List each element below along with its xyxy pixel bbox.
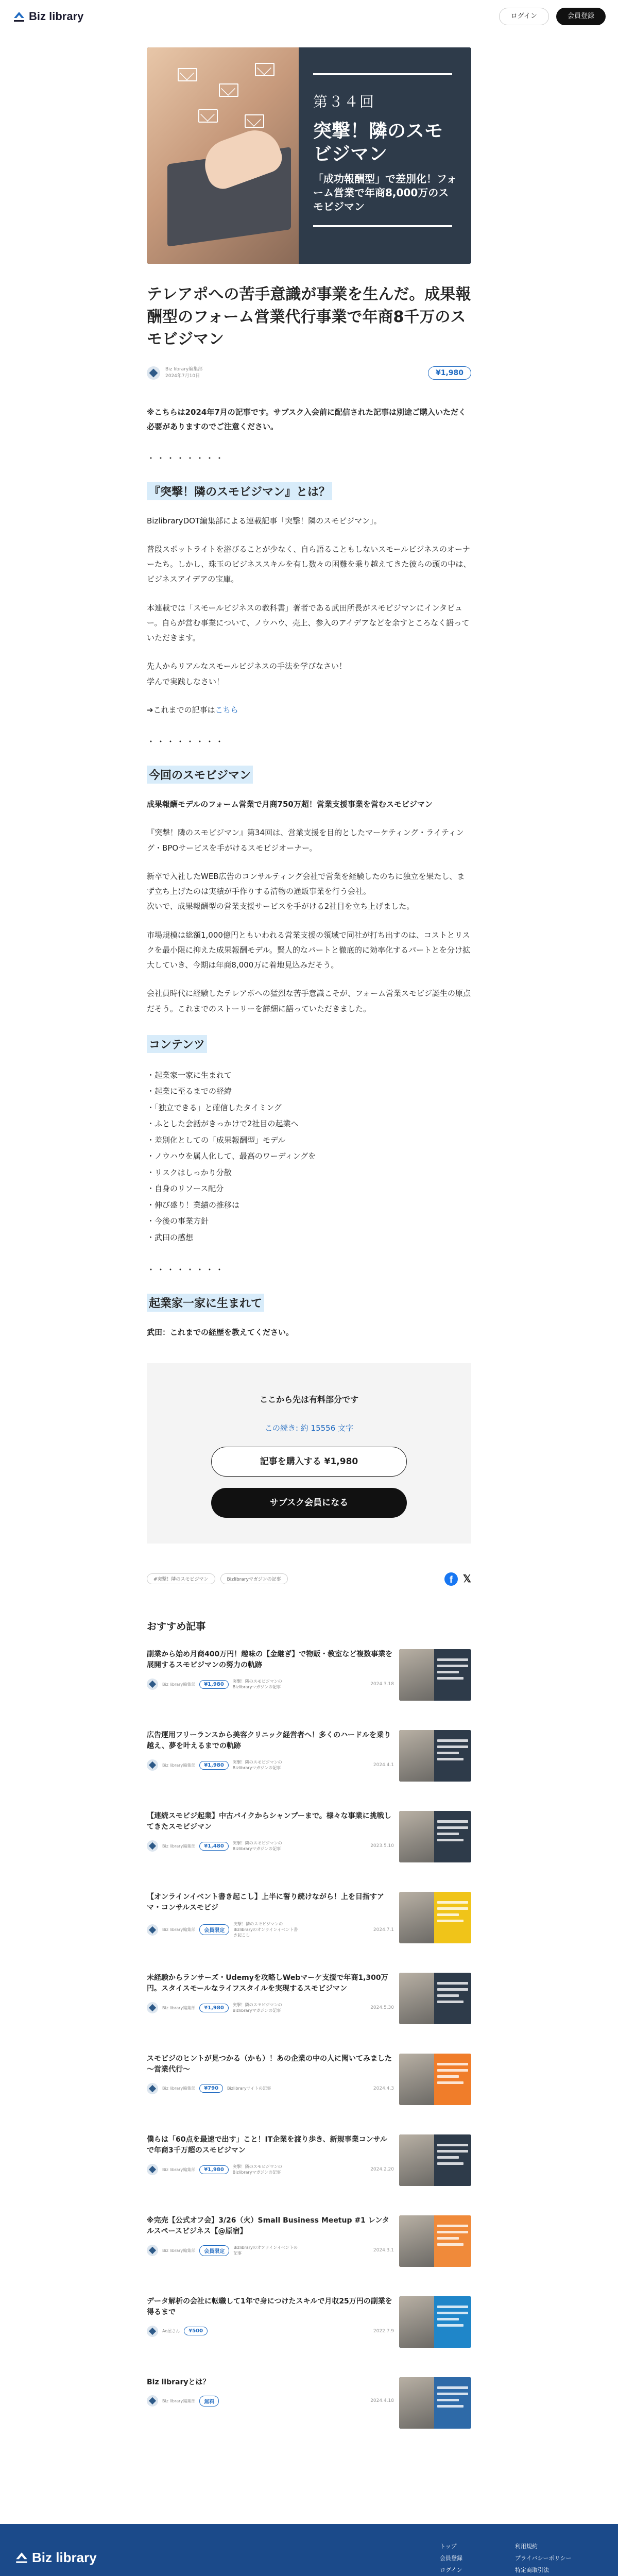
price-badge: ¥1,980 xyxy=(428,366,471,380)
footer-link[interactable]: 特定商取引法 xyxy=(515,2566,549,2573)
paywall-title: ここから先は有料部分です xyxy=(259,1394,358,1404)
recommended-price: ¥1,980 xyxy=(199,1761,229,1770)
footer-links-2 xyxy=(515,2540,571,2576)
recommended-title[interactable]: 副業から始め月商400万円！趣味の【金継ぎ】で物販・教室など複数事業を展開するスモビジマンの努力の軌跡 xyxy=(147,1650,393,1670)
recommended-title[interactable]: ※完売【公式オフ会】3/26（火）Small Business Meetup #1 レンタルスペースビジネス【@原宿】 xyxy=(147,2216,389,2236)
recommended-article[interactable] xyxy=(147,1800,471,1880)
footer-link[interactable]: 会員登録 xyxy=(440,2554,462,2562)
recommended-thumbnail[interactable] xyxy=(399,1973,471,2024)
recommended-author: Biz library編集部 xyxy=(162,2005,196,2010)
list-item: ・武田の感想 xyxy=(147,1232,194,1242)
recommended-magazine: 突撃！隣のスモビジマンのBizlibraryマガジンの記事 xyxy=(232,2164,282,2175)
list-item: ・今後の事業方針 xyxy=(147,1216,209,1226)
recommended-article[interactable] xyxy=(147,2204,471,2285)
list-item: ・ふとした会話がきっかけで2社目の起業へ xyxy=(147,1119,299,1129)
avatar xyxy=(147,2245,158,2256)
recommended-price: ¥1,980 xyxy=(199,2165,229,2174)
avatar[interactable] xyxy=(147,366,160,380)
recommended-author: Biz library編集部 xyxy=(162,1762,196,1768)
hero-title: 突撃！隣のスモビジマン xyxy=(313,121,443,165)
logo-text: Biz library xyxy=(29,10,84,23)
article-main xyxy=(147,47,471,2447)
recommended-date: 2024.4.3 xyxy=(373,2086,394,2091)
recommended-date: 2024.4.18 xyxy=(370,2398,394,2404)
paywall-box xyxy=(147,1363,471,1544)
subscribe-button[interactable]: サブスク会員になる xyxy=(211,1488,407,1518)
avatar xyxy=(147,2164,158,2175)
recommended-date: 2024.3.18 xyxy=(370,1682,394,1687)
recommended-price: ¥1,480 xyxy=(199,1842,229,1851)
recommended-title[interactable]: 【オンラインイベント書き起こし】上半に誓り続けながら！上を目指すアマ・コンサルスモビジ xyxy=(147,1892,384,1912)
recommended-article[interactable] xyxy=(147,1719,471,1800)
list-item: ・リスクはしっかり分散 xyxy=(147,1167,232,1177)
site-footer xyxy=(0,2524,618,2576)
recommended-price: ¥500 xyxy=(184,2327,208,2335)
recommended-article[interactable] xyxy=(147,1961,471,2042)
lead-text: 成果報酬モデルのフォーム営業で月商750万超！営業支援事業を営むスモビジマン xyxy=(147,800,433,809)
recommended-thumbnail[interactable] xyxy=(399,2054,471,2105)
facebook-share-icon[interactable]: f xyxy=(444,1572,458,1586)
tag[interactable]: #突撃！隣のスモビジマン xyxy=(147,1573,215,1584)
recommended-thumbnail[interactable] xyxy=(399,2377,471,2429)
recommended-price: ¥1,980 xyxy=(199,1680,229,1689)
recommended-article[interactable] xyxy=(147,2042,471,2123)
section-heading-contents: コンテンツ xyxy=(147,1035,207,1053)
hero-image xyxy=(147,47,471,264)
article-title: テレアポへの苦手意識が事業を生んだ。成果報酬型のフォーム営業代行事業で年商8千万のスモビジマン xyxy=(147,285,471,348)
recommended-magazine: 突撃！隣のスモビジマンのBizlibraryのオンラインイベント書き起こし xyxy=(233,1921,298,1938)
past-articles-link[interactable]: こちら xyxy=(215,705,238,715)
x-share-icon[interactable]: 𝕏 xyxy=(462,1573,471,1585)
recommended-author: Biz library編集部 xyxy=(162,2086,196,2091)
paragraph: BizlibraryDOT編集部による連載記事「突撃！隣のスモビジマン」。 xyxy=(147,516,382,526)
recommended-article[interactable] xyxy=(147,2285,471,2366)
list-item: ・自身のリソース配分 xyxy=(147,1184,224,1194)
recommended-list xyxy=(147,1638,471,2447)
logo-icon xyxy=(12,10,26,23)
recommended-title[interactable]: 広告運用フリーランスから美容クリニック経営者へ！多くのハードルを乗り越え、夢を叶えるまでの軌跡 xyxy=(147,1731,391,1751)
recommended-magazine: Bizlibraryのオフラインイベントの記事 xyxy=(233,2245,298,2256)
hero-subtitle: 「成功報酬型」で差別化！フォーム営業で年商8,000万のスモビジマン xyxy=(313,173,457,213)
paragraph: 先人からリアルなスモールビジネスの手法を学びなさい！ 学んで実践しなさい！ xyxy=(147,662,347,686)
paragraph: 『突撃！隣のスモビジマン』第34回は、営業支援を目的としたマーケティング・ライティング・BPOサービスを手がけるスモビジオーナー。 xyxy=(147,828,464,853)
recommended-magazine: 突撃！隣のスモビジマンのBizlibraryマガジンの記事 xyxy=(232,1679,282,1690)
recommended-date: 2023.5.10 xyxy=(370,1843,394,1849)
recommended-article[interactable] xyxy=(147,1638,471,1719)
recommended-author: Ao屋さん xyxy=(162,2329,180,2334)
section-heading-intro: 『突撃！隣のスモビジマン』とは？ xyxy=(147,482,332,500)
recommended-date: 2024.7.1 xyxy=(373,1927,394,1933)
paragraph: 会社員時代に経験したテレアポへの猛烈な苦手意識こそが、フォーム営業スモビジ誕生の原点だそう。これまでのストーリーを詳細に語っていただきました。 xyxy=(147,989,471,1013)
divider: ・・・・・・・・ xyxy=(147,737,226,747)
avatar xyxy=(147,1759,158,1771)
author-info[interactable] xyxy=(147,366,202,380)
recommended-author: Biz library編集部 xyxy=(162,1843,196,1849)
recommended-author: Biz library編集部 xyxy=(162,1927,196,1933)
buy-article-button[interactable]: 記事を購入する ¥1,980 xyxy=(211,1447,407,1477)
recommended-title[interactable]: データ解析の会社に転職して1年で身につけたスキルで月収25万円の副業を得るまで xyxy=(147,2297,392,2317)
avatar xyxy=(147,2083,158,2094)
recommended-thumbnail[interactable] xyxy=(399,1649,471,1701)
past-articles-line: ➔これまでの記事はこちら xyxy=(147,705,238,715)
recommended-thumbnail[interactable] xyxy=(399,1730,471,1782)
logo-icon xyxy=(14,2550,29,2565)
recommended-author: Biz library編集部 xyxy=(162,2167,196,2172)
recommended-article[interactable] xyxy=(147,1880,471,1961)
recommended-title[interactable]: Biz libraryとは？ xyxy=(147,2378,210,2386)
recommended-thumbnail[interactable] xyxy=(399,2134,471,2186)
recommended-thumbnail[interactable] xyxy=(399,2296,471,2348)
recommended-author: Biz library編集部 xyxy=(162,2248,196,2253)
recommended-thumbnail[interactable] xyxy=(399,2215,471,2267)
recommended-price: 会員限定 xyxy=(199,1924,229,1935)
recommended-date: 2024.5.30 xyxy=(370,2005,394,2011)
recommended-price: ¥790 xyxy=(199,2084,223,2093)
paragraph: 本連載では「スモールビジネスの教科書」著者である武田所長がスモビジマンにインタビュー。自らが営む事業について、ノウハウ、売上、参入のアイデアなどを余すところなく語っていただきます。 xyxy=(147,603,470,642)
avatar xyxy=(147,2395,158,2406)
divider: ・・・・・・・・ xyxy=(147,453,226,463)
recommended-title[interactable]: 僕らは「60点を最速で出す」こと！IT企業を渡り歩き、新規事業コンサルで年商3千万超のスモビジマン xyxy=(147,2135,387,2155)
recommended-date: 2022.7.9 xyxy=(373,2328,394,2334)
footer-link[interactable]: ログイン xyxy=(440,2566,462,2573)
recommended-price: 無料 xyxy=(199,2396,219,2406)
recommended-date: 2024.4.1 xyxy=(373,1762,394,1768)
avatar xyxy=(147,1924,158,1936)
login-button[interactable]: ログイン xyxy=(499,8,549,25)
author-name[interactable]: Biz library編集部 xyxy=(165,366,203,372)
hero-text-panel xyxy=(299,47,471,264)
list-item: ・「独立できる」と確信したタイミング xyxy=(147,1103,282,1112)
site-logo[interactable] xyxy=(12,10,83,23)
article-meta xyxy=(147,366,471,380)
recommended-magazine: Bizlibraryサイトの記事 xyxy=(227,2086,271,2091)
footer-link[interactable]: トップ xyxy=(440,2543,457,2550)
lead-text: 武田：これまでの経歴を教えてください。 xyxy=(147,1328,294,1337)
footer-logo[interactable]: Biz library xyxy=(14,2550,97,2566)
footer-links-1 xyxy=(440,2540,502,2576)
recommended-article[interactable] xyxy=(147,2366,471,2447)
avatar xyxy=(147,1840,158,1852)
paragraph: 普段スポットライトを浴びることが少なく、自ら語ることもしないスモールビジネスのオーナーたち。しかし、珠玉のビジネススキルを有し数々の困難を乗り越えてきた彼らの頭の中は、ビジネスアイデアの宝庫。 xyxy=(147,544,471,584)
recommended-date: 2024.3.1 xyxy=(373,2248,394,2253)
remaining-count: この続き: 約 15556 文字 xyxy=(264,1423,354,1433)
avatar xyxy=(147,1679,158,1690)
hero-issue: 第３４回 xyxy=(313,93,375,110)
contents-list xyxy=(147,1067,471,1246)
recommended-price: ¥1,980 xyxy=(199,2004,229,2012)
recommended-article[interactable] xyxy=(147,2123,471,2204)
list-item: ・起業に至るまでの経緯 xyxy=(147,1087,232,1096)
recommended-thumbnail[interactable] xyxy=(399,1892,471,1943)
list-item: ・伸び盛り！業績の推移は xyxy=(147,1200,240,1210)
list-item: ・差別化としての「成果報酬型」モデル xyxy=(147,1135,286,1145)
tag[interactable]: Bizlibraryマガジンの記事 xyxy=(220,1573,288,1584)
avatar xyxy=(147,2326,158,2337)
list-item: ・ノウハウを属人化して、最高のワーディングを xyxy=(147,1151,316,1161)
hero-photo xyxy=(147,47,299,264)
tags-and-share xyxy=(147,1572,471,1586)
recommended-author: Biz library編集部 xyxy=(162,2398,196,2403)
recommended-magazine: 突撃！隣のスモビジマンのBizlibraryマガジンの記事 xyxy=(232,2002,282,2013)
footer-link[interactable]: 利用規約 xyxy=(515,2543,538,2550)
recommended-author: Biz library編集部 xyxy=(162,1682,196,1687)
list-item: ・起業家一家に生まれて xyxy=(147,1070,232,1080)
recommended-magazine: 突撃！隣のスモビジマンのBizlibraryマガジンの記事 xyxy=(232,1840,282,1852)
recommended-title[interactable]: 【連続スモビジ起業】中古バイクからシャンプーまで。様々な事業に挑戦してきたスモビジマン xyxy=(147,1811,391,1832)
avatar xyxy=(147,2002,158,2013)
recommended-date: 2024.2.20 xyxy=(370,2167,394,2173)
recommended-heading: おすすめ記事 xyxy=(147,1620,206,1632)
signup-button[interactable]: 会員登録 xyxy=(556,8,606,25)
recommended-price: 会員限定 xyxy=(199,2245,229,2256)
publish-date: 2024年7月10日 xyxy=(165,374,200,379)
recommended-magazine: 突撃！隣のスモビジマンのBizlibraryマガジンの記事 xyxy=(232,1759,282,1771)
recommended-thumbnail[interactable] xyxy=(399,1811,471,1862)
section-heading-smobiman: 今回のスモビジマン xyxy=(147,766,253,784)
footer-link[interactable]: プライバシーポリシー xyxy=(515,2554,572,2562)
paragraph: 新卒で入社したWEB広告のコンサルティング会社で営業を経験したのちに独立を果たし、まず立ち上げたのは実績が手作りする清物の通販事業を行う会社。 次いで、成果報酬型の営業支援サービスを手がける2社目を立ち上げました。 xyxy=(147,871,465,911)
notice-text: ※こちらは2024年7月の記事です。サブスク入会前に配信された記事は別途ご購入いただく必要がありますのでご注意ください。 xyxy=(147,407,466,431)
recommended-title[interactable]: スモビジのヒントが見つかる（かも）！あの企業の中の人に聞いてみました～営業代行～ xyxy=(147,2054,392,2074)
recommended-title[interactable]: 未経験からランサーズ・Udemyを攻略しWebマーケ支援で年商1,300万円。スタイスモールなライフスタイルを実現するスモビジマン xyxy=(147,1973,388,1993)
paragraph: 市場規模は総額1,000億円ともいわれる営業支援の領域で同社が打ち出すのは、コストとリスクを最小限に抑えた成果報酬モデル。賢人的なパートと徹底的に効率化するパートとを分け拡大していき、今期は年商8,000万に着地見込みだそう。 xyxy=(147,930,471,970)
divider: ・・・・・・・・ xyxy=(147,1265,226,1275)
site-header xyxy=(0,0,618,33)
section-heading-family: 起業家一家に生まれて xyxy=(147,1294,264,1312)
